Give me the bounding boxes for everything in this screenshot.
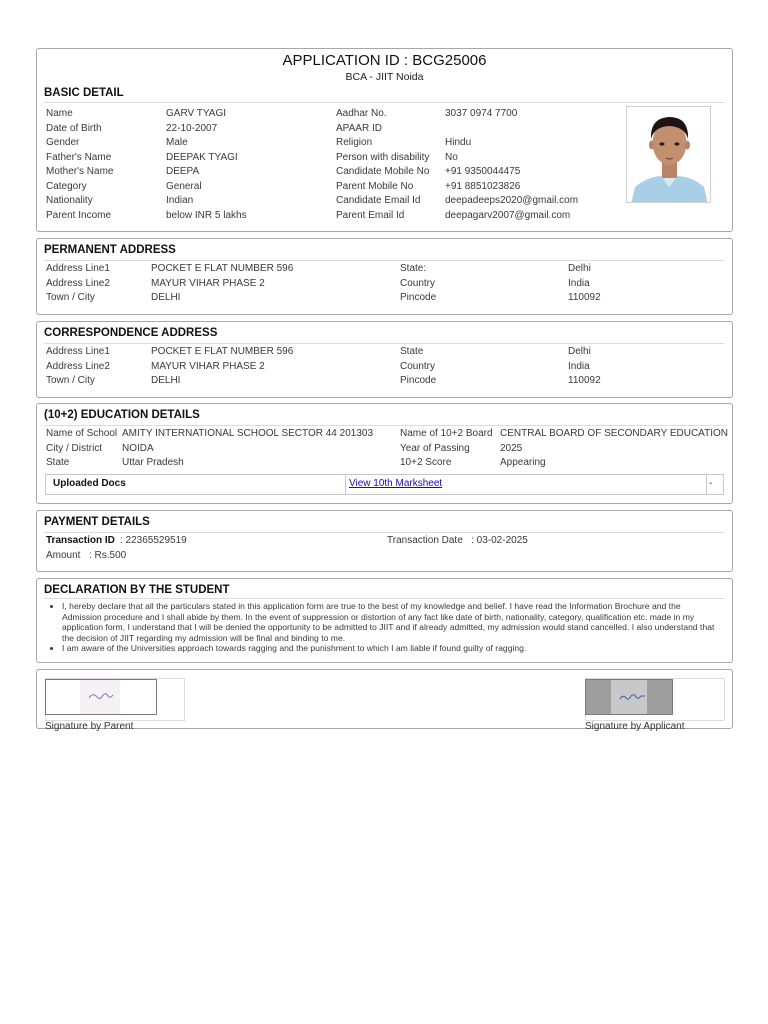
field-label: Pincode <box>400 375 437 386</box>
candidate-photo-image <box>627 107 711 203</box>
field-value: below INR 5 lakhs <box>166 209 247 221</box>
field-value: Indian <box>166 195 194 206</box>
field-label: State <box>400 346 424 357</box>
field-value: MAYUR VIHAR PHASE 2 <box>151 360 265 372</box>
uploaded-docs-cell <box>46 475 346 494</box>
candidate-photo <box>626 106 711 203</box>
field-label: Address Line2 <box>46 360 110 372</box>
declaration-section <box>36 578 733 663</box>
field-label: Country <box>400 277 436 289</box>
field-value: Uttar Pradesh <box>122 457 184 468</box>
field-label: Name of School <box>46 428 118 439</box>
field-label: Nationality <box>46 195 93 206</box>
field-value: CENTRAL BOARD OF SECONDARY EDUCATION <box>500 428 728 439</box>
field-label: Town / City <box>46 375 95 386</box>
field-label: 10+2 Score <box>400 457 452 468</box>
field-value: General <box>166 180 202 192</box>
uploaded-docs-row <box>45 474 724 495</box>
correspondence-address-section <box>36 321 733 398</box>
field-value: India <box>568 277 590 289</box>
extra-cell <box>706 475 724 494</box>
parent-signature-caption: Signature by Parent <box>45 721 134 732</box>
divider <box>44 425 725 426</box>
signatures-section <box>36 669 733 732</box>
amount-label: Amount <box>46 550 81 561</box>
field-value: 110092 <box>568 375 601 386</box>
field-label: Name of 10+2 Board <box>400 428 493 439</box>
uploaded-docs-label: Uploaded Docs <box>53 478 126 489</box>
field-label: Religion <box>336 137 373 148</box>
field-label: State: <box>400 263 427 274</box>
transaction-id-value: : 22365529519 <box>120 535 187 546</box>
field-label: Gender <box>46 137 80 148</box>
field-label: State <box>46 457 70 468</box>
divider <box>44 102 725 103</box>
field-label: Address Line2 <box>46 277 110 289</box>
field-label: Parent Income <box>46 209 112 221</box>
field-label: City / District <box>46 442 103 454</box>
education-section <box>36 403 733 504</box>
field-value: Delhi <box>568 346 591 357</box>
section-title-correspondence: CORRESPONDENCE ADDRESS <box>44 327 218 339</box>
divider <box>44 260 725 261</box>
field-label: Category <box>46 180 87 192</box>
field-value: POCKET E FLAT NUMBER 596 <box>151 346 294 357</box>
field-value: +91 8851023826 <box>445 180 521 192</box>
field-label: Address Line1 <box>46 263 110 274</box>
declaration-item: • I, hereby declare that all the particulars stated in this application form are true to the best of my knowledge and belief. I have read the Information Brochure and the Admission procedure and I shall abide by them. In the event of suppression or distortion of any fact like date of birth, nationality, category, qualification etc. made in my application form, I understand that I will be denied the opportunity to be admitted to JIIT and if already admitted, my admission would stand cancelled. I also understand that the decision of JIIT regarding my admission will be final and binding to me. <box>62 601 720 643</box>
field-label: Town / City <box>46 292 95 303</box>
field-value: GARV TYAGI <box>166 108 227 119</box>
applicant-signature-caption: Signature by Applicant <box>585 721 685 732</box>
field-value: +91 9350044475 <box>445 166 521 177</box>
basic-detail-section <box>36 48 733 232</box>
field-label: Aadhar No. <box>336 108 387 119</box>
field-label: Pincode <box>400 292 437 303</box>
divider <box>44 598 725 599</box>
field-label: Candidate Email Id <box>336 195 421 206</box>
section-title-payment: PAYMENT DETAILS <box>44 516 150 528</box>
field-value: No <box>445 151 458 163</box>
application-id-title: APPLICATION ID : BCG25006 <box>282 52 487 69</box>
field-value: Hindu <box>445 137 472 148</box>
field-label: Parent Mobile No <box>336 180 414 192</box>
transaction-id-label: Transaction ID <box>46 535 115 546</box>
parent-signature-frame <box>45 678 185 721</box>
section-title-education: (10+2) EDUCATION DETAILS <box>44 409 200 421</box>
declaration-list <box>44 601 720 654</box>
declaration-item: • I am aware of the Universities approach towards ragging and the punishment to which I am liable if found guilty of ragging. <box>62 643 720 654</box>
field-value: deepagarv2007@gmail.com <box>445 209 571 221</box>
amount-value: : Rs.500 <box>89 550 127 561</box>
program-name: BCA - JIIT Noida <box>345 71 424 83</box>
extra-cell-text: - <box>709 478 713 489</box>
field-label: Parent Email Id <box>336 209 405 221</box>
field-value: Delhi <box>568 263 591 274</box>
divider <box>44 532 725 533</box>
field-value: deepadeeps2020@gmail.com <box>445 195 579 206</box>
field-value: POCKET E FLAT NUMBER 596 <box>151 263 294 274</box>
parent-signature-image <box>46 680 156 714</box>
permanent-address-section <box>36 238 733 315</box>
field-label: Country <box>400 360 436 372</box>
field-value: MAYUR VIHAR PHASE 2 <box>151 277 265 289</box>
field-value: DELHI <box>151 292 181 303</box>
field-value: India <box>568 360 590 372</box>
field-label: Date of Birth <box>46 122 102 134</box>
transaction-date: Transaction Date : 03-02-2025 <box>387 535 528 546</box>
section-title-basic: BASIC DETAIL <box>44 87 124 99</box>
view-10th-marksheet-link[interactable]: View 10th Marksheet <box>349 478 443 489</box>
field-value: DEEPAK TYAGI <box>166 151 238 163</box>
field-label: Address Line1 <box>46 346 110 357</box>
payment-section <box>36 510 733 572</box>
field-label: Candidate Mobile No <box>336 166 430 177</box>
field-label: Father's Name <box>46 151 112 163</box>
field-label: Year of Passing <box>400 442 470 454</box>
parent-signature-box <box>45 679 157 715</box>
applicant-signature-image <box>586 680 672 714</box>
field-value: Appearing <box>500 457 546 468</box>
field-value: 110092 <box>568 292 601 303</box>
field-value: AMITY INTERNATIONAL SCHOOL SECTOR 44 201303 <box>122 428 374 439</box>
field-label: Person with disability <box>336 151 430 163</box>
field-value: 3037 0974 7700 <box>445 108 518 119</box>
field-label: Name <box>46 108 73 119</box>
divider <box>44 343 725 344</box>
field-value: 22-10-2007 <box>166 122 218 134</box>
field-value: DEEPA <box>166 166 200 177</box>
section-title-declaration: DECLARATION BY THE STUDENT <box>44 584 230 596</box>
field-value: 2025 <box>500 442 523 454</box>
section-title-permanent: PERMANENT ADDRESS <box>44 244 176 256</box>
field-label: Mother's Name <box>46 166 114 177</box>
field-value: NOIDA <box>122 442 154 454</box>
applicant-signature-box <box>585 679 673 715</box>
field-label: APAAR ID <box>336 122 382 134</box>
field-value: DELHI <box>151 375 181 386</box>
field-value: Male <box>166 137 188 148</box>
applicant-signature-frame <box>585 678 725 721</box>
